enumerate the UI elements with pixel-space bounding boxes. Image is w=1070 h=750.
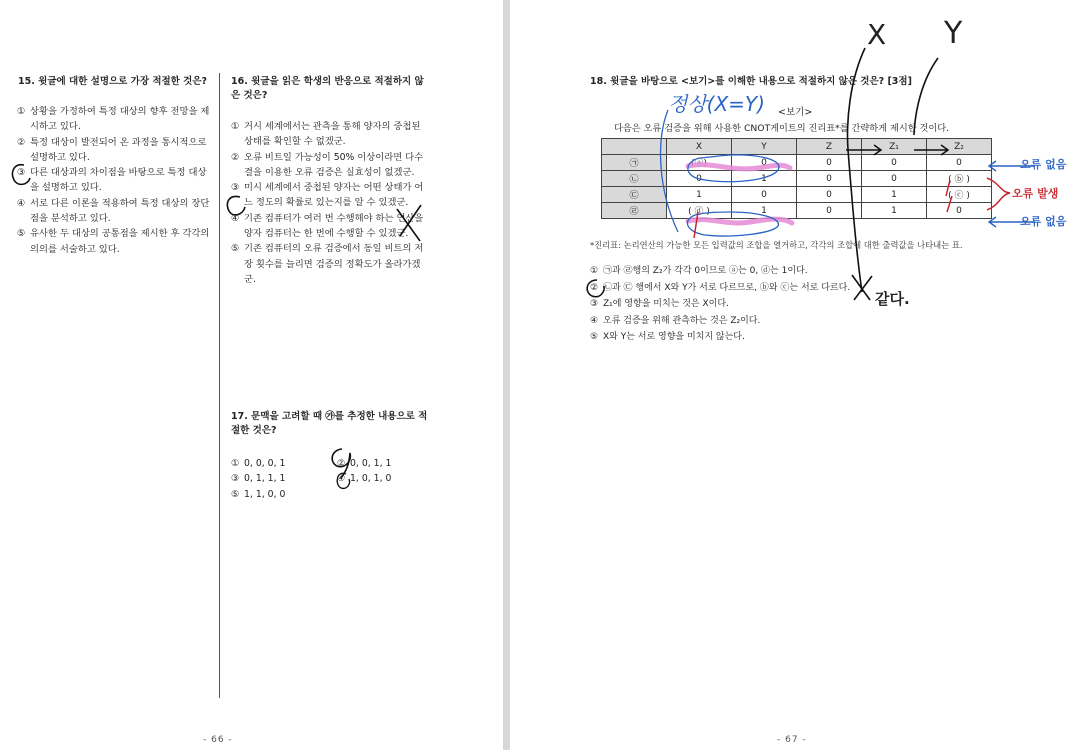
q16-option-2[interactable]: ② 오류 비트일 가능성이 50% 이상이라면 다수결을 이용한 오류 검증은 실효성이 없겠군. [231,151,424,178]
row-label: ㉢ [602,187,667,203]
header-z2: Z₂ [927,139,992,155]
table-cell: 0 [927,203,992,219]
q15-option-2[interactable]: ② 특정 대상이 발전되어 온 과정을 통시적으로 설명하고 있다. [17,136,207,163]
q18-option-1[interactable]: ① ㉠과 ㉣행의 Z₂가 각각 0이므로 ⓐ는 0, ⓓ는 1이다. [590,266,808,276]
row-label: ㉡ [602,171,667,187]
right-page [510,0,1070,750]
red-bracket [987,178,1010,210]
q18-title: 18. 윗글을 바탕으로 <보기>를 이해한 내용으로 적절하지 않은 것은? [3점] [590,76,912,87]
blue-bracket [661,110,678,232]
q16-option-3[interactable]: ③ 미시 세계에서 중첩된 양자는 어떤 상태가 어느 정도의 확률로 있는지를 알 수 있겠군. [231,182,424,209]
table-cell: ( ⓓ ) [667,203,732,219]
q17-option-5[interactable]: ⑤ 1, 1, 0, 0 [231,488,286,500]
page-number-right: - 67 - [777,735,807,745]
handwritten-same-note: 정상(X=Y) [668,92,765,116]
right-handwriting-layer [510,0,1070,750]
table-cell: 1 [732,203,797,219]
q16-title: 16. 윗글을 읽은 학생의 반응으로 적절하지 않은 것은? [231,76,424,101]
q16-option-1[interactable]: ① 거시 세계에서는 관측을 통해 양자의 중첩된 상태를 확인할 수 없겠군. [231,121,421,148]
handwritten-option2-note: 같다. [875,290,910,308]
left-page [0,0,503,750]
q17-option-1[interactable]: ① 0, 0, 0, 1 [231,458,286,469]
handwritten-row1-note: 오류 없음 [1020,158,1067,171]
highlight-row1 [688,165,790,169]
q18-option-2[interactable]: ② ㉡과 ㉢ 행에서 X와 Y가 서로 다르므로, ⓑ와 ⓒ는 서로 다르다. [590,282,851,293]
bogi-intro: 다음은 오류 검증을 위해 사용한 CNOT게이트의 진리표*를 간략하게 제시한 것이다. [614,123,950,134]
q15-title: 15. 윗글에 대한 설명으로 가장 적절한 것은? [18,76,208,87]
table-cell: 0 [862,155,927,171]
row-label: ㉠ [602,155,667,171]
q16-cross-mark [397,205,421,241]
handwritten-y-label: Y [944,16,963,51]
red-slash-c [947,196,952,212]
q16-option-4[interactable]: ④ 기존 컴퓨터가 여러 번 수행해야 하는 연산을 양자 컴퓨터는 한 번에 수행할 수 있겠군. [231,212,424,240]
table-cell: 0 [797,187,862,203]
table-cell: 0 [732,155,797,171]
q18-option-3[interactable]: ③ Z₁에 영향을 미치는 것은 X이다. [590,299,729,309]
truth-table-footnote: *진리표: 논리연산의 가능한 모든 입력값의 조합을 열거하고, 각각의 조합에 대한 출력값을 나타내는 표. [590,240,963,250]
q15-option-4[interactable]: ④ 서로 다른 이론을 적용하여 특정 대상의 장단점을 분석하고 있다. [17,197,210,225]
q18-option-4[interactable]: ④ 오류 검증을 위해 관측하는 것은 Z₂이다. [590,315,761,326]
handwritten-row23-note: 오류 발생 [1012,187,1059,200]
red-slash-b [946,180,950,196]
table-cell: 0 [862,171,927,187]
table-cell: 0 [797,155,862,171]
q17-option-2[interactable]: ② 0, 0, 1, 1 [337,458,392,469]
page-gutter [503,0,510,750]
handwritten-x-label: X [867,18,887,51]
q15-option-3[interactable]: ③ 다른 대상과의 차이점을 바탕으로 특정 대상을 설명하고 있다. [17,167,207,194]
header-z1: Z₁ [862,139,927,155]
q18-option-5[interactable]: ⑤ X와 Y는 서로 영향을 미치지 않는다. [590,332,745,342]
table-cell: 1 [732,171,797,187]
header-y: Y [732,139,797,155]
bogi-label: <보기> [778,107,813,118]
red-slash-row4 [694,212,698,238]
header-z: Z [797,139,862,155]
table-cell: 1 [862,203,927,219]
arrow-to-z2 [914,145,948,155]
q16-option-5[interactable]: ⑤ 기존 컴퓨터의 오류 검증에서 동일 비트의 저장 횟수를 늘리면 검증의 정확도가 올라가겠군. [231,243,424,285]
handwritten-row4-note: 오류 없음 [1020,215,1067,228]
arrow-to-z1 [846,145,881,155]
q17-title: 17. 문맥을 고려할 때 ㉮를 추정한 내용으로 적절한 것은? [231,411,428,436]
table-cell: 0 [797,171,862,187]
table-cell: ( ⓒ ) [927,187,992,203]
left-handwriting-layer [0,0,503,750]
q17-option-4[interactable]: ④ 1, 0, 1, 0 [337,473,392,485]
q17-option-3[interactable]: ③ 0, 1, 1, 1 [231,473,286,485]
table-cell: ( ⓑ ) [927,171,992,187]
header-x: X [667,139,732,155]
row-label: ㉣ [602,203,667,219]
table-cell: 0 [667,171,732,187]
table-cell: 1 [862,187,927,203]
arrow-y-line [914,58,938,135]
q15-answer-circle [12,165,30,185]
table-cell: 0 [797,203,862,219]
table-cell: 0 [732,187,797,203]
table-cell: 0 [927,155,992,171]
page-number-left: - 66 - [203,735,233,745]
arrow-x-line [848,48,865,292]
q15-option-1[interactable]: ① 상황을 가정하여 특정 대상의 향후 전망을 제시하고 있다. [17,106,210,133]
table-cell: (ⓐ) [667,155,732,171]
q18-option2-circle [587,280,604,297]
q15-option-5[interactable]: ⑤ 유사한 두 대상의 공통점을 제시한 후 각각의 의의를 서술하고 있다. [17,228,210,255]
table-cell: 1 [667,187,732,203]
q16-answer-circle [227,196,245,214]
